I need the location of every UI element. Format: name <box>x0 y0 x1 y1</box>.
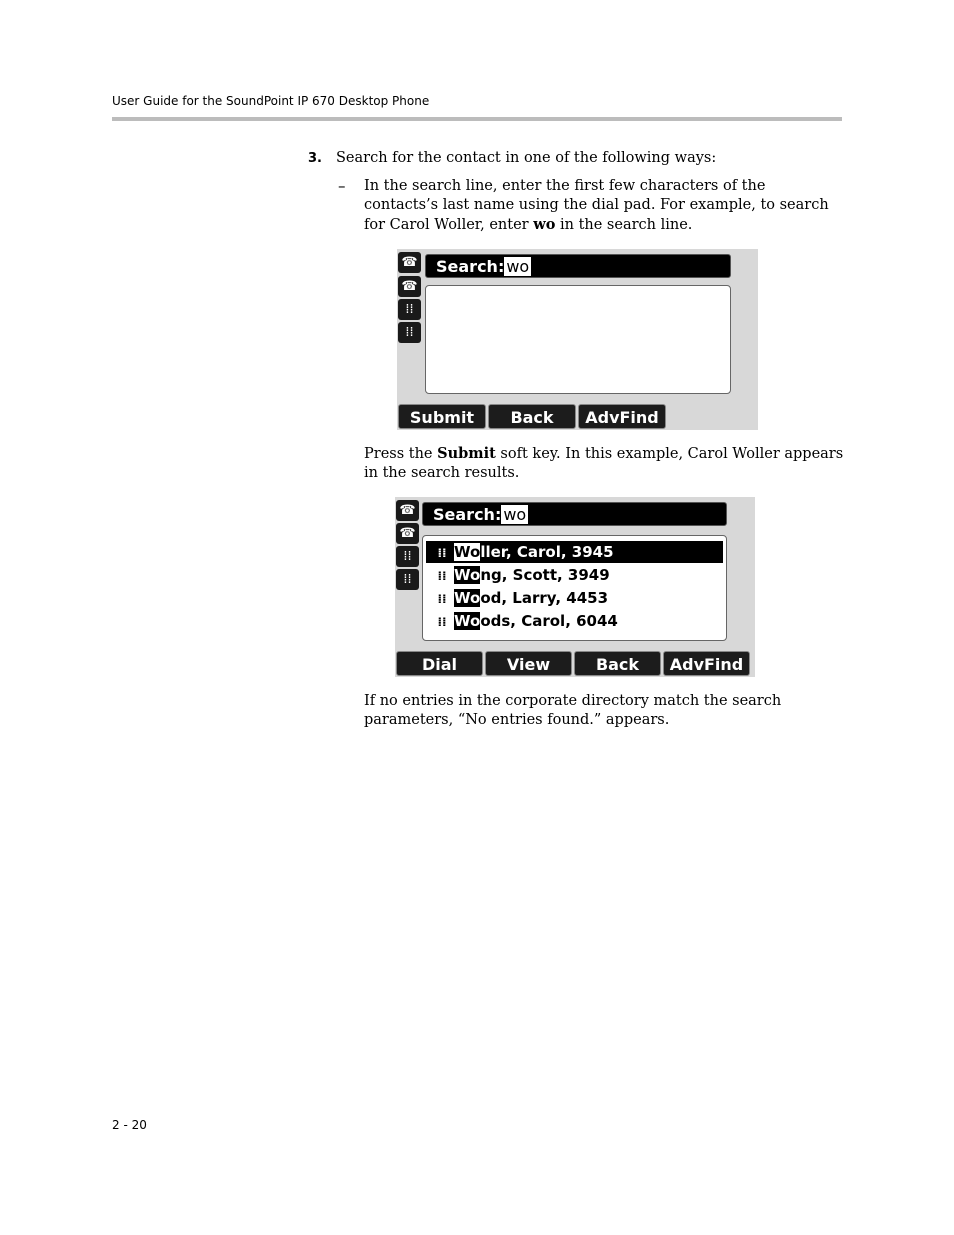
step-number: 3. <box>308 151 322 166</box>
bullet-dash: – <box>338 177 346 195</box>
phone-screen-search <box>397 249 758 430</box>
search-label: Search: <box>436 257 505 276</box>
results-list <box>422 535 727 641</box>
keypad-icon[interactable]: ⁞⁞ <box>398 322 421 343</box>
submit-instruction-text: Press the <box>364 446 438 462</box>
keypad-icon: ⁞⁞ <box>437 615 447 629</box>
softkey-submit[interactable]: Submit <box>398 404 486 429</box>
softkey-bar <box>398 404 668 429</box>
search-input[interactable] <box>425 254 731 278</box>
handset-icon[interactable]: ☎ <box>396 523 419 544</box>
submit-instruction-tail: soft key. In this example, Carol Woller appears in the search results. <box>364 446 844 481</box>
header-rule <box>112 117 842 121</box>
keypad-icon[interactable]: ⁞⁞ <box>396 569 419 590</box>
running-header: User Guide for the SoundPoint IP 670 Desktop Phone <box>112 94 430 108</box>
keypad-icon: ⁞⁞ <box>437 546 447 560</box>
softkey-back[interactable]: Back <box>488 404 576 429</box>
no-entries-note: If no entries in the corporate directory match the search parameters, “No entries found.” appears. <box>364 693 782 728</box>
result-row[interactable] <box>426 564 723 586</box>
softkey-advfind[interactable]: AdvFind <box>663 651 750 676</box>
keypad-icon[interactable]: ⁞⁞ <box>396 546 419 567</box>
result-row[interactable] <box>426 587 723 609</box>
submit-instruction <box>364 444 844 483</box>
submit-term: Submit <box>437 445 496 462</box>
result-rest: ng, Scott, 3949 <box>480 566 610 584</box>
result-rest: ods, Carol, 6044 <box>480 612 618 630</box>
keypad-icon[interactable]: ⁞⁞ <box>398 299 421 320</box>
search-instruction <box>364 177 844 235</box>
search-term: wo <box>533 216 556 233</box>
result-match: Wo <box>454 543 481 561</box>
keypad-icon: ⁞⁞ <box>437 569 447 583</box>
phone-screen-results <box>395 497 755 677</box>
search-label: Search: <box>433 505 502 524</box>
result-row[interactable] <box>426 541 723 563</box>
search-value: wo <box>506 257 530 276</box>
result-match: Wo <box>454 612 481 630</box>
softkey-dial[interactable]: Dial <box>396 651 483 676</box>
handset-icon[interactable]: ☎ <box>396 500 419 521</box>
result-row[interactable] <box>426 610 723 632</box>
softkey-view[interactable]: View <box>485 651 572 676</box>
softkey-bar <box>396 651 752 676</box>
page-number: 2 - 20 <box>112 1118 147 1132</box>
result-match: Wo <box>454 589 481 607</box>
search-input[interactable] <box>422 502 727 526</box>
search-instruction-tail: in the search line. <box>555 217 693 233</box>
keypad-icon: ⁞⁞ <box>437 592 447 606</box>
handset-icon[interactable]: ☎ <box>398 252 421 273</box>
results-area <box>425 285 731 394</box>
result-match: Wo <box>454 566 481 584</box>
search-instruction-text: In the search line, enter the first few characters of the contacts’s last name using the dial pad. For example, to search for Carol Woller, enter <box>364 178 829 233</box>
step-text: Search for the contact in one of the following ways: <box>336 150 717 166</box>
search-value: wo <box>503 505 527 524</box>
result-rest: od, Larry, 4453 <box>480 589 609 607</box>
result-rest: ller, Carol, 3945 <box>480 543 614 561</box>
handset-icon[interactable]: ☎ <box>398 276 421 297</box>
softkey-advfind[interactable]: AdvFind <box>578 404 666 429</box>
softkey-back[interactable]: Back <box>574 651 661 676</box>
